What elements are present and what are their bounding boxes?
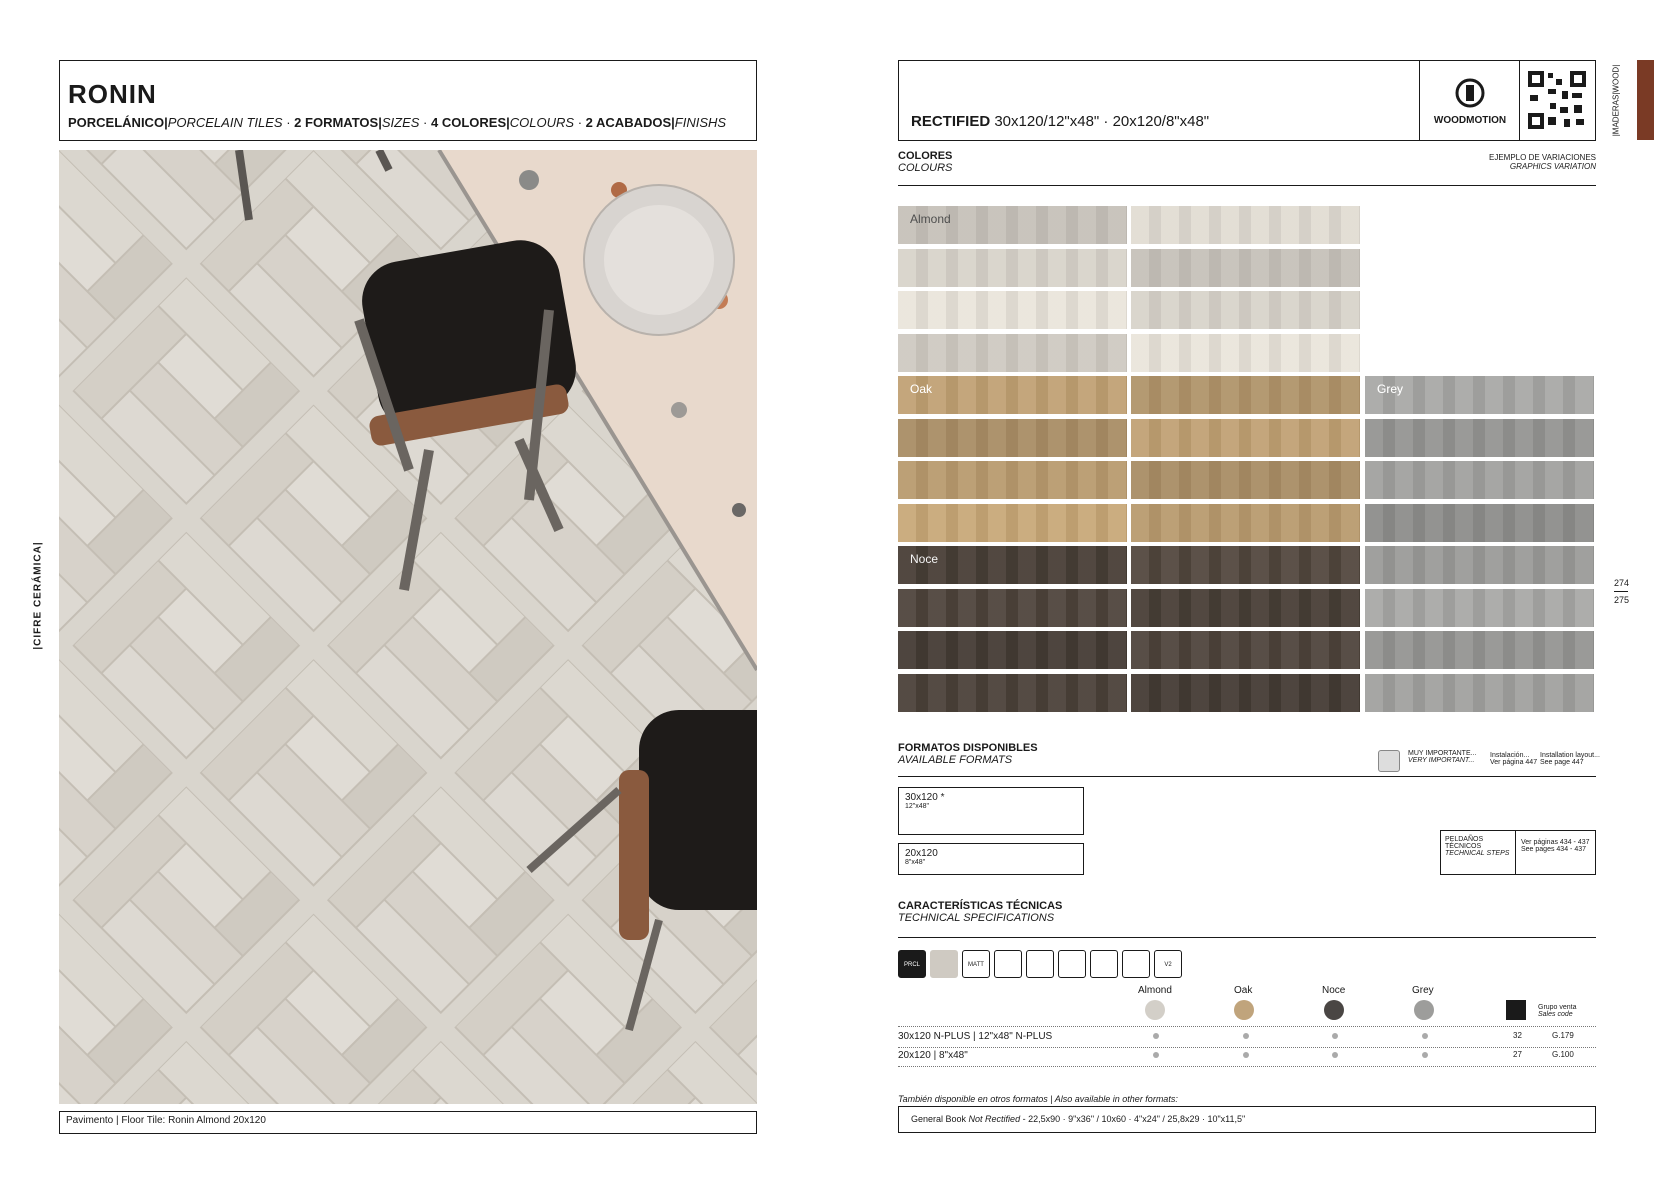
category-color-tab (1637, 60, 1654, 140)
category-tab: |MADERAS|WOOD| (1611, 64, 1621, 137)
product-title: RONIN (68, 79, 157, 109)
tile-swatch-noce (1131, 546, 1360, 584)
tile-swatch-grey (1365, 461, 1594, 499)
specs-heading: CARACTERÍSTICAS TÉCNICAS TECHNICAL SPECIFICATIONS (898, 900, 1063, 924)
woodmotion-icon (1420, 61, 1520, 140)
tile-swatch-noce (898, 631, 1127, 669)
format-20x120: 20x120 8"x48" (898, 843, 1084, 875)
specs-divider (898, 937, 1596, 938)
tile-swatch-grey (1365, 589, 1594, 627)
tile-swatch-noce (1131, 631, 1360, 669)
installation-note-en: Installation layout... See page 447 (1540, 752, 1600, 766)
room-photo (59, 150, 757, 1104)
tile-swatch-noce (1131, 589, 1360, 627)
series-header-box (898, 60, 1596, 141)
slip-icon (994, 950, 1022, 978)
tile-swatch-oak (1131, 504, 1360, 542)
formats-heading: FORMATOS DISPONIBLES AVAILABLE FORMATS (898, 742, 1038, 766)
page-numbers: 274 275 (1614, 578, 1630, 605)
spec-icons-row (898, 950, 1198, 980)
tile-swatch-grey (1365, 376, 1594, 414)
tile-swatch-oak (1131, 376, 1360, 414)
tile-swatch-noce (898, 589, 1127, 627)
tile-swatch-oak (1131, 461, 1360, 499)
porcelain-icon: PRCL (898, 950, 926, 978)
rectified-icon (1026, 950, 1054, 978)
colours-heading: COLORES COLOURS (898, 150, 953, 174)
tile-label-almond: Almond (910, 212, 951, 226)
tile-swatch-noce (898, 546, 1127, 584)
sales-code-heading: Grupo venta Sales code (1538, 1004, 1577, 1018)
colour-icon (930, 950, 958, 978)
installation-note-es: Instalación... Ver página 447 (1490, 752, 1538, 766)
tile-label-oak: Oak (910, 382, 933, 396)
tile-swatch-oak (898, 504, 1127, 542)
stain-icon (1122, 950, 1150, 978)
tile-swatch-oak (898, 461, 1127, 499)
tile-swatch-grey (1365, 419, 1594, 457)
tile-swatch-noce (898, 674, 1127, 712)
swatch-oak (1234, 1000, 1254, 1020)
frost-icon (1058, 950, 1086, 978)
tile-swatch-almond (898, 249, 1127, 287)
product-subtitle: PORCELÁNICO|PORCELAIN TILES · 2 FORMATOS|SIZES · 4 COLORES|COLOURS · 2 ACABADOS|FINISHS (68, 115, 727, 130)
tile-swatch-noce (1131, 674, 1360, 712)
colour-tiles-grid (898, 206, 1596, 716)
formats-divider (898, 776, 1596, 777)
technical-steps-box: PELDAÑOS TÉCNICOS TECHNICAL STEPS Ver páginas 434 - 437 See pages 434 - 437 (1440, 830, 1596, 875)
variation-icon: V2 (1154, 950, 1182, 978)
tile-swatch-grey (1365, 546, 1594, 584)
rectified-sizes: RECTIFIED 30x120/12"x48" · 20x120/8"x48" (911, 113, 1210, 130)
variation-heading: EJEMPLO DE VARIACIONES GRAPHICS VARIATION (1489, 153, 1596, 171)
swatch-grey (1414, 1000, 1434, 1020)
colours-divider (898, 185, 1596, 186)
woodmotion-logo: WOODMOTION (1419, 61, 1520, 140)
matt-icon: MATT (962, 950, 990, 978)
tile-swatch-almond (1131, 334, 1360, 372)
tile-swatch-almond (1131, 249, 1360, 287)
qr-code[interactable] (1519, 61, 1596, 140)
photo-caption: Pavimento | Floor Tile: Ronin Almond 20x120 (59, 1111, 757, 1134)
also-available-note: También disponible en otros formatos | Also available in other formats: (898, 1094, 1178, 1104)
tile-label-grey: Grey (1377, 382, 1404, 396)
col-almond: Almond (1138, 985, 1172, 996)
tile-swatch-grey (1365, 674, 1594, 712)
tile-swatch-almond (1131, 206, 1360, 244)
product-title-box (59, 60, 757, 141)
col-oak: Oak (1234, 985, 1253, 996)
tile-swatch-almond (898, 334, 1127, 372)
sales-code-icon (1506, 1000, 1526, 1020)
indoor-icon (1090, 950, 1118, 978)
tile-swatch-oak (898, 419, 1127, 457)
tile-swatch-almond (898, 206, 1127, 244)
tile-swatch-oak (898, 376, 1127, 414)
table-row: 20x120 | 8"x48" 27 G.100 (898, 1046, 1596, 1067)
format-30x120: 30x120 * 12"x48" (898, 787, 1084, 835)
important-note: MUY IMPORTANTE... VERY IMPORTANT... (1408, 750, 1477, 764)
tile-label-noce: Noce (910, 552, 939, 566)
side-brand: |CIFRE CERÁMICA| (32, 541, 44, 650)
tile-swatch-grey (1365, 631, 1594, 669)
tile-swatch-almond (1131, 291, 1360, 329)
general-book-box: General Book Not Rectified - 22,5x90 · 9"x36" / 10x60 · 4"x24" / 25,8x29 · 10"x11,5" (898, 1106, 1596, 1133)
tile-swatch-almond (898, 291, 1127, 329)
swatch-almond (1145, 1000, 1165, 1020)
tile-swatch-grey (1365, 504, 1594, 542)
tile-swatch-oak (1131, 419, 1360, 457)
important-icon (1378, 750, 1400, 772)
col-noce: Noce (1322, 985, 1346, 996)
swatch-noce (1324, 1000, 1344, 1020)
col-grey: Grey (1412, 985, 1434, 996)
table-row: 30x120 N-PLUS | 12"x48" N-PLUS 32 G.179 (898, 1026, 1596, 1048)
qr-code-icon (1520, 61, 1596, 140)
herringbone-floor-image (59, 150, 757, 1104)
